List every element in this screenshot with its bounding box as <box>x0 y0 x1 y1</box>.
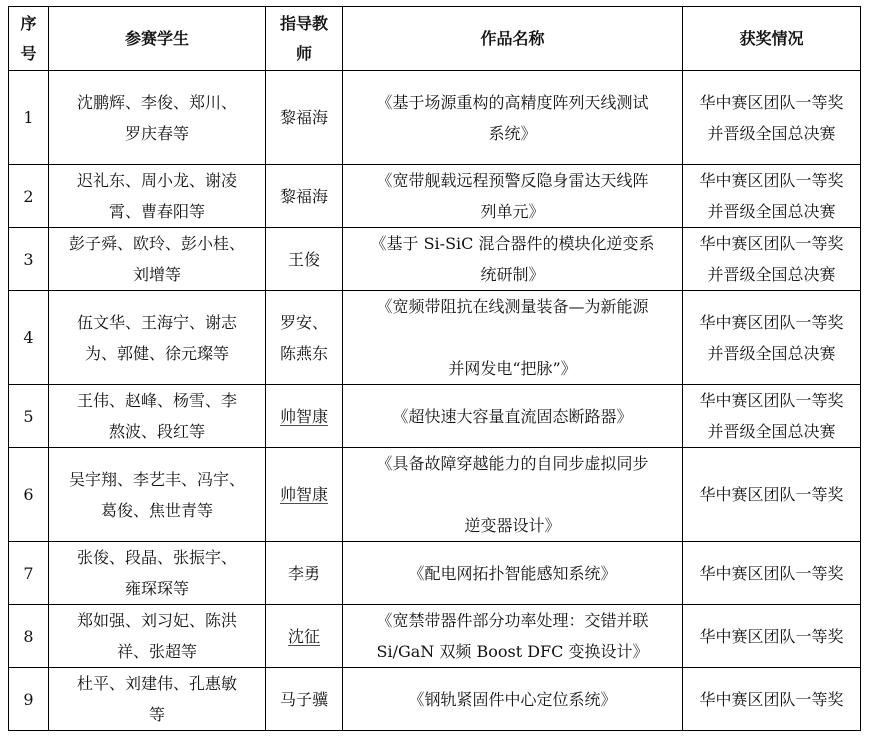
cell-work: 《超快速大容量直流固态断路器》 <box>343 385 683 448</box>
table-row <box>9 165 861 228</box>
cell-advisor: 黎福海 <box>266 165 343 228</box>
cell-work: 《宽带舰载远程预警反隐身雷达天线阵 列单元》 <box>343 165 683 228</box>
cell-work: 《具备故障穿越能力的自同步虚拟同步 逆变器设计》 <box>343 448 683 542</box>
cell-award: 华中赛区团队一等奖 并晋级全国总决赛 <box>683 228 861 291</box>
cell-award: 华中赛区团队一等奖 <box>683 542 861 605</box>
cell-award: 华中赛区团队一等奖 <box>683 605 861 668</box>
cell-advisor: 帅智康 <box>266 385 343 448</box>
table-row <box>9 71 861 165</box>
cell-seq: 7 <box>9 542 49 605</box>
cell-award: 华中赛区团队一等奖 并晋级全国总决赛 <box>683 71 861 165</box>
header-row <box>9 7 861 71</box>
cell-advisor: 马子骥 <box>266 668 343 731</box>
cell-students: 伍文华、王海宁、谢志 为、郭健、徐元璨等 <box>49 291 266 385</box>
cell-work: 《宽频带阻抗在线测量装备—为新能源 并网发电“把脉”》 <box>343 291 683 385</box>
cell-seq: 3 <box>9 228 49 291</box>
cell-award: 华中赛区团队一等奖 <box>683 668 861 731</box>
cell-work: 《基于场源重构的高精度阵列天线测试 系统》 <box>343 71 683 165</box>
header-work: 作品名称 <box>343 7 683 71</box>
cell-work: 《宽禁带器件部分功率处理：交错并联 Si/GaN 双频 Boost DFC 变换设计》 <box>343 605 683 668</box>
cell-seq: 2 <box>9 165 49 228</box>
cell-students: 王伟、赵峰、杨雪、李 熬波、段红等 <box>49 385 266 448</box>
cell-seq: 1 <box>9 71 49 165</box>
cell-advisor: 罗安、 陈燕东 <box>266 291 343 385</box>
cell-advisor: 王俊 <box>266 228 343 291</box>
cell-students: 沈鹏辉、李俊、郑川、 罗庆春等 <box>49 71 266 165</box>
cell-advisor: 帅智康 <box>266 448 343 542</box>
cell-work: 《基于 Si-SiC 混合器件的模块化逆变系 统研制》 <box>343 228 683 291</box>
table-row <box>9 291 861 385</box>
cell-award: 华中赛区团队一等奖 并晋级全国总决赛 <box>683 385 861 448</box>
cell-students: 杜平、刘建伟、孔惠敏 等 <box>49 668 266 731</box>
cell-students: 吴宇翔、李艺丰、冯宇、 葛俊、焦世青等 <box>49 448 266 542</box>
cell-advisor: 李勇 <box>266 542 343 605</box>
cell-seq: 4 <box>9 291 49 385</box>
cell-seq: 5 <box>9 385 49 448</box>
table-row <box>9 228 861 291</box>
table-row <box>9 448 861 542</box>
header-students: 参赛学生 <box>49 7 266 71</box>
cell-work: 《钢轨紧固件中心定位系统》 <box>343 668 683 731</box>
cell-award: 华中赛区团队一等奖 <box>683 448 861 542</box>
cell-students: 彭子舜、欧玲、彭小桂、 刘增等 <box>49 228 266 291</box>
awards-table <box>8 6 861 731</box>
cell-students: 郑如强、刘习妃、陈洪 祥、张超等 <box>49 605 266 668</box>
table-row <box>9 605 861 668</box>
cell-students: 迟礼东、周小龙、谢凌 霄、曹春阳等 <box>49 165 266 228</box>
cell-advisor: 沈征 <box>266 605 343 668</box>
table-row <box>9 668 861 731</box>
cell-award: 华中赛区团队一等奖 并晋级全国总决赛 <box>683 291 861 385</box>
cell-students: 张俊、段晶、张振宇、 雍琛琛等 <box>49 542 266 605</box>
table-row <box>9 542 861 605</box>
cell-seq: 6 <box>9 448 49 542</box>
cell-advisor: 黎福海 <box>266 71 343 165</box>
header-award: 获奖情况 <box>683 7 861 71</box>
header-advisor: 指导教 师 <box>266 7 343 71</box>
cell-seq: 9 <box>9 668 49 731</box>
cell-award: 华中赛区团队一等奖 并晋级全国总决赛 <box>683 165 861 228</box>
cell-seq: 8 <box>9 605 49 668</box>
header-seq: 序 号 <box>9 7 49 71</box>
cell-work: 《配电网拓扑智能感知系统》 <box>343 542 683 605</box>
table-row <box>9 385 861 448</box>
